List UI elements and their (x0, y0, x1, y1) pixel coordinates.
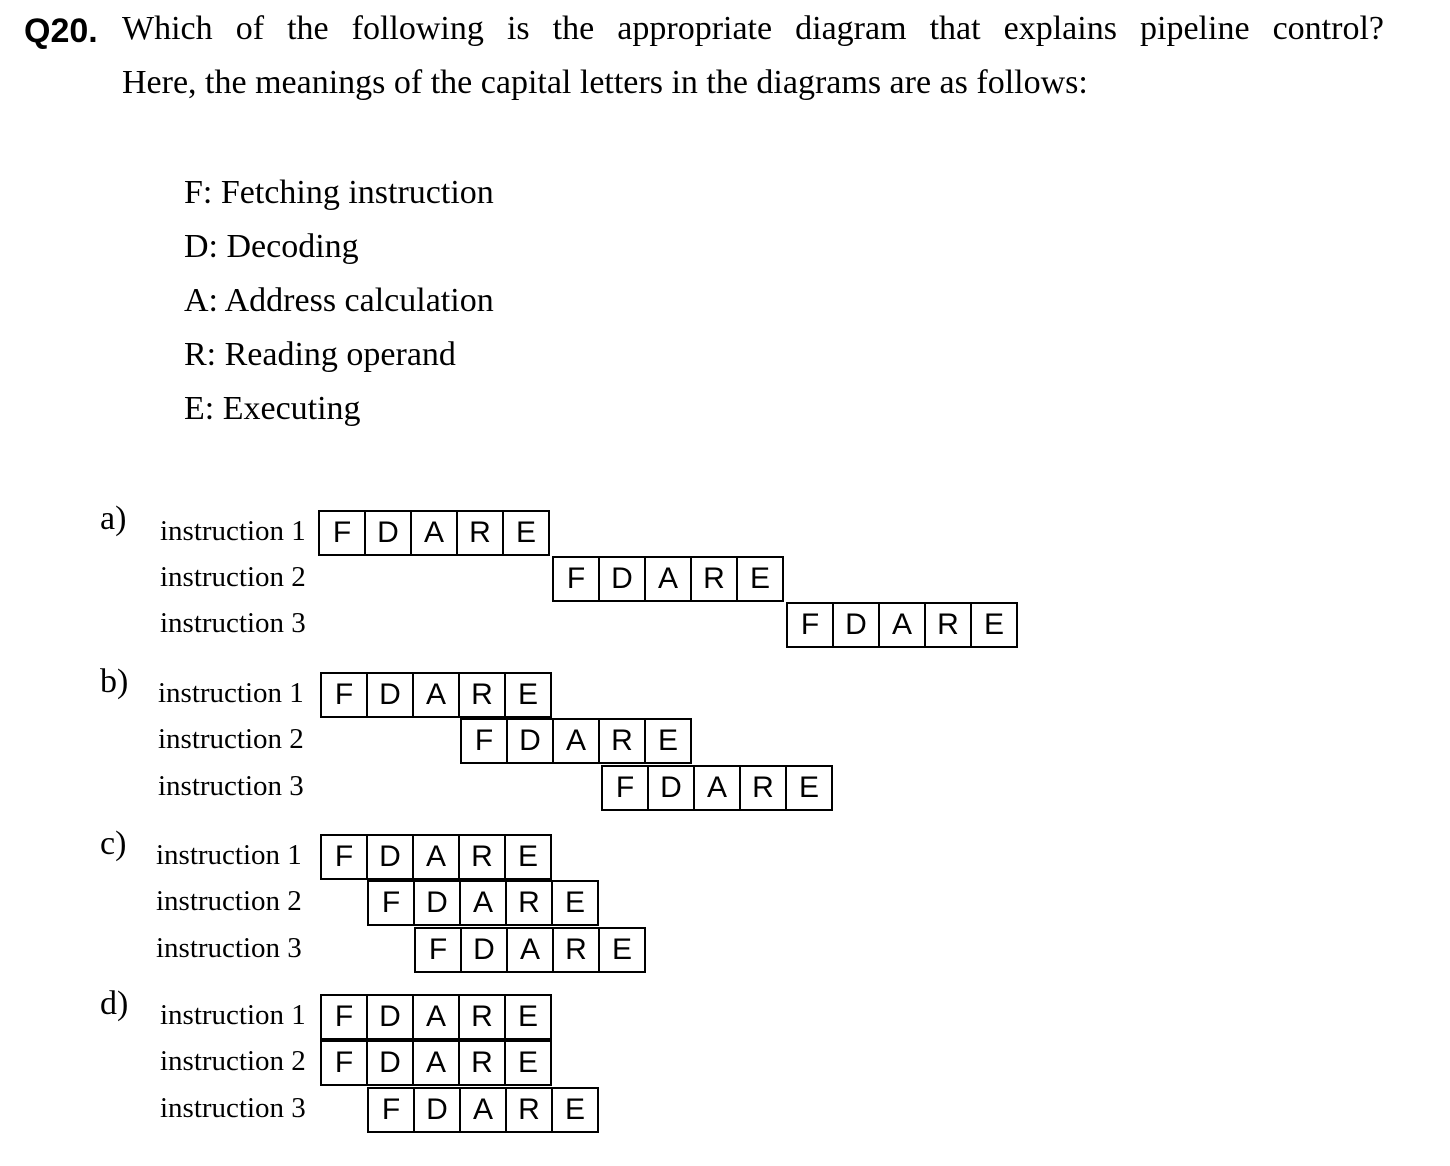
option-d-instruction-1-label: instruction 1 (160, 999, 306, 1031)
option-a-instruction-3-label: instruction 3 (160, 607, 306, 639)
stage-cell-e: E (515, 516, 536, 549)
stage-cell-d: D (600, 558, 646, 600)
stage-cell-d: D (415, 1089, 461, 1131)
stage-cell-r: R (926, 604, 972, 646)
stage-cell-e: E (564, 1093, 585, 1126)
legend-read: R: Reading operand (184, 336, 456, 373)
option-a-instruction-3-pipeline (786, 602, 1018, 648)
stage-cell-d: D (368, 674, 414, 716)
stage-cell-r: R (692, 558, 738, 600)
stage-cell-d: D (834, 604, 880, 646)
stage-cell-a: A (414, 996, 460, 1038)
stage-cell-f: F (322, 674, 368, 716)
legend-execute: E: Executing (184, 390, 361, 427)
option-a-instruction-1-label: instruction 1 (160, 515, 306, 547)
stage-cell-f: F (322, 836, 368, 878)
question-text-line-2: Here, the meanings of the capital letters in the diagrams are as follows: (122, 64, 1088, 101)
stage-cell-d: D (366, 512, 412, 554)
stage-cell-a: A (880, 604, 926, 646)
option-a-instruction-1-pipeline (318, 510, 550, 556)
stage-cell-f: F (369, 1089, 415, 1131)
stage-cell-a: A (414, 674, 460, 716)
option-c-instruction-3-pipeline (414, 927, 646, 973)
stage-cell-e: E (798, 771, 819, 804)
option-d-instruction-2-label: instruction 2 (160, 1045, 306, 1077)
stage-cell-e: E (564, 886, 585, 919)
option-c-label[interactable]: c) (100, 825, 127, 862)
stage-cell-a: A (461, 1089, 507, 1131)
stage-cell-r: R (600, 720, 646, 762)
stage-cell-a: A (461, 882, 507, 924)
option-d-instruction-3-pipeline (367, 1087, 599, 1133)
stage-cell-e: E (517, 678, 538, 711)
stage-cell-r: R (507, 882, 553, 924)
option-a-label[interactable]: a) (100, 500, 127, 537)
option-d-instruction-3-label: instruction 3 (160, 1092, 306, 1124)
option-c-instruction-1-pipeline (320, 834, 552, 880)
stage-cell-d: D (649, 767, 695, 809)
stage-cell-r: R (554, 929, 600, 971)
option-c-instruction-2-label: instruction 2 (156, 885, 302, 917)
stage-cell-d: D (462, 929, 508, 971)
stage-cell-f: F (462, 720, 508, 762)
stage-cell-f: F (603, 767, 649, 809)
legend-fetch: F: Fetching instruction (184, 174, 494, 211)
stage-cell-d: D (415, 882, 461, 924)
legend-address: A: Address calculation (184, 282, 494, 319)
option-d-label[interactable]: d) (100, 985, 129, 1022)
option-a-instruction-2-label: instruction 2 (160, 561, 306, 593)
stage-cell-e: E (517, 1046, 538, 1079)
stage-cell-e: E (657, 724, 678, 757)
option-c-instruction-2-pipeline (367, 880, 599, 926)
option-d-instruction-1-pipeline (320, 994, 552, 1040)
stage-cell-e: E (983, 608, 1004, 641)
stage-cell-a: A (695, 767, 741, 809)
stage-cell-r: R (460, 996, 506, 1038)
option-d-instruction-2-pipeline (320, 1040, 552, 1086)
option-a-instruction-2-pipeline (552, 556, 784, 602)
stage-cell-e: E (611, 933, 632, 966)
option-b-instruction-3-label: instruction 3 (158, 770, 304, 802)
stage-cell-r: R (460, 1042, 506, 1084)
stage-cell-d: D (368, 836, 414, 878)
stage-cell-e: E (517, 1000, 538, 1033)
question-number: Q20. (24, 12, 98, 50)
option-b-instruction-1-label: instruction 1 (158, 677, 304, 709)
stage-cell-r: R (507, 1089, 553, 1131)
stage-cell-a: A (508, 929, 554, 971)
stage-cell-f: F (322, 1042, 368, 1084)
option-b-instruction-2-pipeline (460, 718, 692, 764)
stage-cell-f: F (788, 604, 834, 646)
stage-cell-r: R (460, 836, 506, 878)
stage-cell-r: R (741, 767, 787, 809)
option-b-instruction-3-pipeline (601, 765, 833, 811)
question-text-line-1: Which of the following is the appropriate diagram that explains pipeline control? (122, 10, 1384, 47)
option-c-instruction-3-label: instruction 3 (156, 932, 302, 964)
stage-cell-e: E (517, 840, 538, 873)
stage-cell-f: F (416, 929, 462, 971)
option-b-label[interactable]: b) (100, 663, 129, 700)
stage-cell-f: F (369, 882, 415, 924)
stage-cell-a: A (554, 720, 600, 762)
stage-cell-e: E (749, 562, 770, 595)
stage-cell-a: A (414, 836, 460, 878)
stage-cell-d: D (508, 720, 554, 762)
stage-cell-a: A (646, 558, 692, 600)
stage-cell-a: A (412, 512, 458, 554)
option-c-instruction-1-label: instruction 1 (156, 839, 302, 871)
stage-cell-r: R (458, 512, 504, 554)
stage-cell-f: F (554, 558, 600, 600)
stage-cell-d: D (368, 996, 414, 1038)
option-b-instruction-2-label: instruction 2 (158, 723, 304, 755)
stage-cell-r: R (460, 674, 506, 716)
stage-cell-d: D (368, 1042, 414, 1084)
legend-decode: D: Decoding (184, 228, 359, 265)
stage-cell-f: F (320, 512, 366, 554)
stage-cell-f: F (322, 996, 368, 1038)
stage-cell-a: A (414, 1042, 460, 1084)
option-b-instruction-1-pipeline (320, 672, 552, 718)
